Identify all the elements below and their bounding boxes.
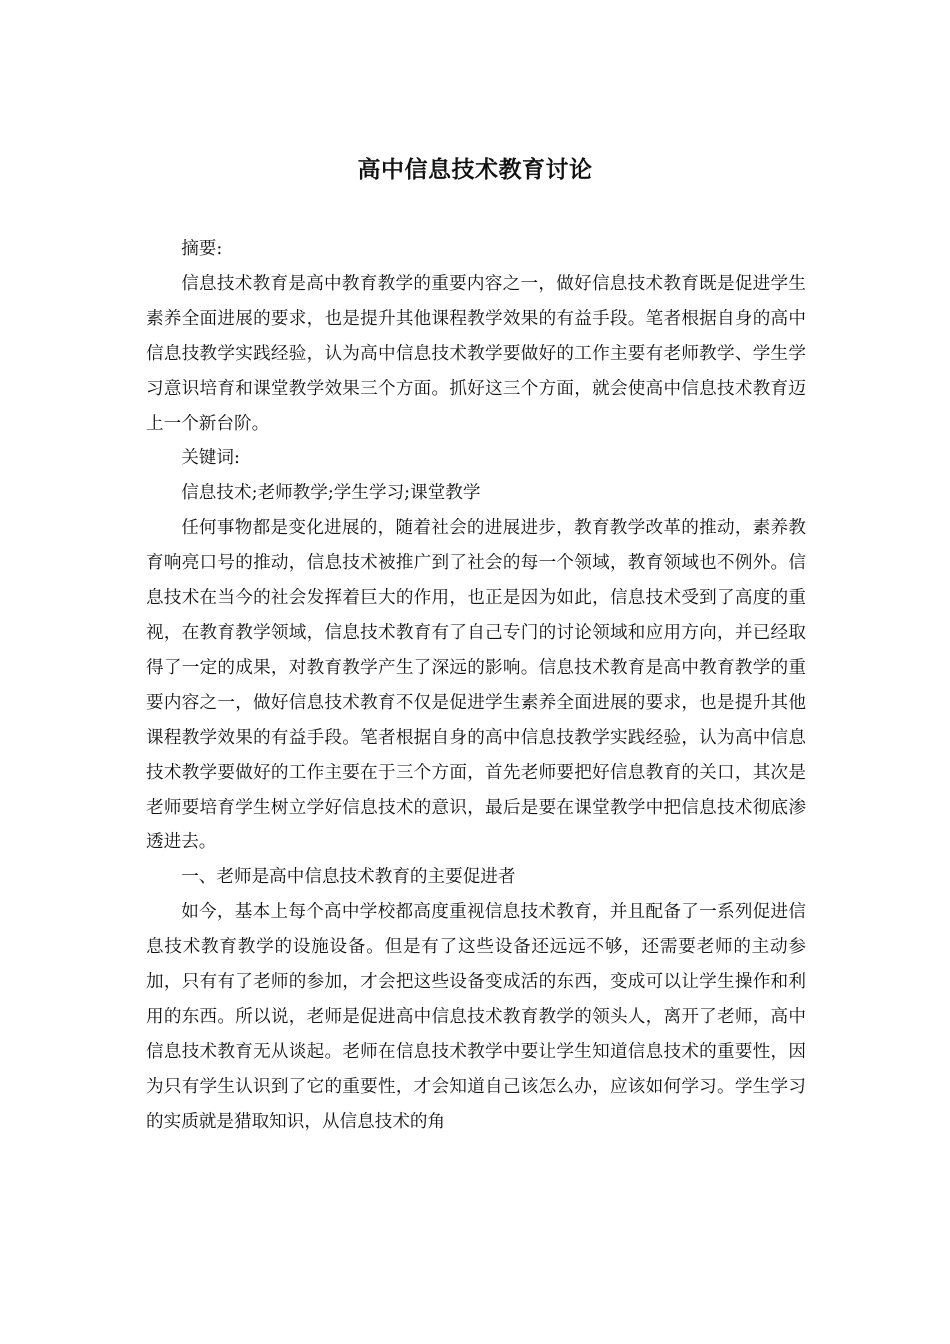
- document-title: 高中信息技术教育讨论: [357, 156, 593, 183]
- section-1-paragraph: 如今，基本上每个高中学校都高度重视信息技术教育，并且配备了一系列促进信息技术教育教学的设施设备。但是有了这些设备还远远不够，还需要老师的主动参加，只有有了老师的参加，才会把这些设备变成活的东西，变成可以让学生操作和利用的东西。所以说，老师是促进高中信息技术教育教学的领头人，离开了老师，高中信息技术教育无从谈起。老师在信息技术教学中要让学生知道信息技术的重要性，因为只有学生认识到了它的重要性，才会知道自己该怎么办，应该如何学习。学生学习的实质就是猎取知识，从信息技术的角: [146, 902, 806, 1132]
- keywords-list: 信息技术;老师教学;学生学习;课堂教学: [181, 483, 481, 504]
- intro-paragraph: 任何事物都是变化进展的，随着社会的进展进步，教育教学改革的推动，素养教育响亮口号的推动，信息技术被推广到了社会的每一个领域，教育领域也不例外。信息技术在当今的社会发挥着巨大的作用，也正是因为如此，信息技术受到了高度的重视，在教育教学领域，信息技术教育有了自己专门的讨论领域和应用方向，并已经取得了一定的成果，对教育教学产生了深远的影响。信息技术教育是高中教育教学的重要内容之一，做好信息技术教育不仅是促进学生素养全面进展的要求，也是提升其他课程教学效果的有益手段。笔者根据自身的高中信息技教学实践经验，认为高中信息技术教学要做好的工作主要在于三个方面，首先老师要把好信息教育的关口，其次是老师要培育学生树立学好信息技术的意识，最后是要在课堂教学中把信息技术彻底渗透进去。: [146, 518, 806, 853]
- section-heading-1: 一、老师是高中信息技术教育的主要促进者: [181, 867, 516, 888]
- document-body: [146, 232, 806, 1140]
- abstract-label: 摘要:: [181, 239, 223, 259]
- abstract-paragraph: 信息技术教育是高中教育教学的重要内容之一，做好信息技术教育既是促进学生素养全面进展的要求，也是提升其他课程教学效果的有益手段。笔者根据自身的高中信息技教学实践经验，认为高中信息技术教学要做好的工作主要有老师教学、学生学习意识培育和课堂教学效果三个方面。抓好这三个方面，就会使高中信息技术教育迈上一个新台阶。: [146, 273, 806, 434]
- keywords-label: 关键词:: [181, 448, 240, 469]
